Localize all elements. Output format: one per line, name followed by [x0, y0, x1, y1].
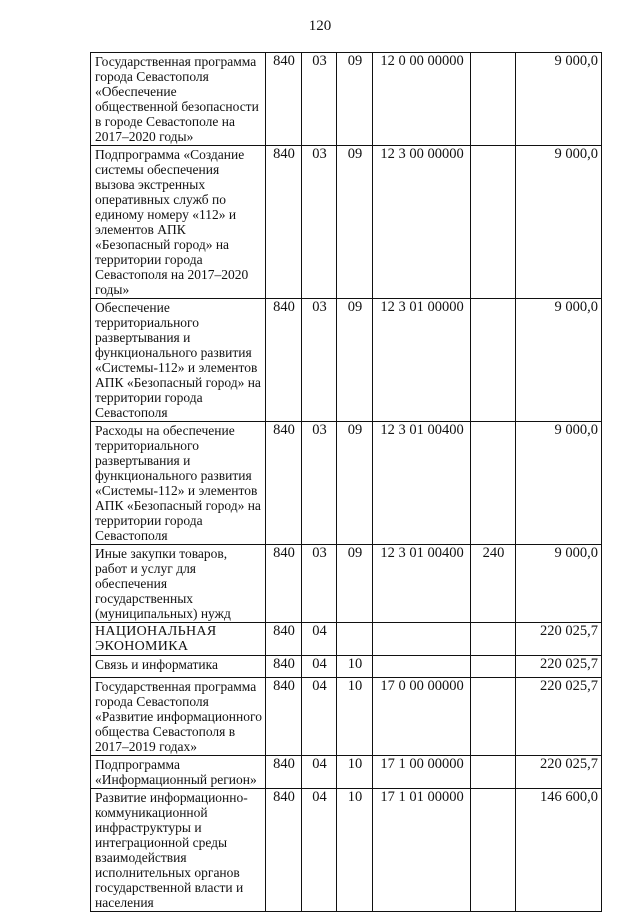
row-rz: 03: [302, 146, 337, 299]
row-name: Государственная программа города Севастополя «Обеспечение общественной безопасности в городе Севастополе на 2017–2020 годы»: [91, 53, 266, 146]
row-csr: 17 1 00 00000: [373, 756, 471, 789]
row-vr: [471, 623, 516, 656]
row-amount: 9 000,0: [516, 53, 602, 146]
row-pr: 10: [337, 756, 373, 789]
row-glv: 840: [266, 678, 302, 756]
row-name: Иные закупки товаров, работ и услуг для обеспечения государственных (муниципальных) нужд: [91, 545, 266, 623]
table-row: [91, 678, 602, 756]
row-vr: [471, 756, 516, 789]
row-name: Обеспечение территориального развертывания и функционального развития «Системы-112» и элементов АПК «Безопасный город» на территории города Севастополя: [91, 299, 266, 422]
row-vr: [471, 146, 516, 299]
row-csr: 12 3 00 00000: [373, 146, 471, 299]
row-glv: 840: [266, 756, 302, 789]
row-amount: 220 025,7: [516, 678, 602, 756]
row-name: НАЦИОНАЛЬНАЯ ЭКОНОМИКА: [91, 623, 266, 656]
row-csr: 17 1 01 00000: [373, 789, 471, 912]
row-rz: 04: [302, 789, 337, 912]
row-rz: 04: [302, 756, 337, 789]
row-amount: 9 000,0: [516, 422, 602, 545]
row-rz: 03: [302, 545, 337, 623]
table-row: [91, 422, 602, 545]
row-amount: 9 000,0: [516, 146, 602, 299]
table-row: [91, 545, 602, 623]
row-name: Связь и информатика: [91, 656, 266, 678]
row-name: Развитие информационно-коммуникационной инфраструктуры и интеграционной среды взаимодействия исполнительных органов государственной власти и населения: [91, 789, 266, 912]
row-csr: 12 0 00 00000: [373, 53, 471, 146]
row-glv: 840: [266, 299, 302, 422]
row-rz: 04: [302, 623, 337, 656]
row-amount: 9 000,0: [516, 299, 602, 422]
table-row: [91, 789, 602, 912]
table-row: [91, 146, 602, 299]
row-vr: [471, 422, 516, 545]
row-pr: [337, 623, 373, 656]
row-pr: 09: [337, 299, 373, 422]
row-rz: 04: [302, 656, 337, 678]
row-vr: [471, 656, 516, 678]
table-row: [91, 53, 602, 146]
row-glv: 840: [266, 623, 302, 656]
row-pr: 10: [337, 656, 373, 678]
row-name: Подпрограмма «Информационный регион»: [91, 756, 266, 789]
row-glv: 840: [266, 146, 302, 299]
row-pr: 09: [337, 545, 373, 623]
table-row: [91, 623, 602, 656]
row-vr: 240: [471, 545, 516, 623]
row-name: Государственная программа города Севастополя «Развитие информационного общества Севастополя в 2017–2019 годах»: [91, 678, 266, 756]
row-pr: 10: [337, 789, 373, 912]
row-csr: 12 3 01 00000: [373, 299, 471, 422]
row-vr: [471, 299, 516, 422]
row-amount: 220 025,7: [516, 656, 602, 678]
row-csr: 17 0 00 00000: [373, 678, 471, 756]
row-pr: 09: [337, 422, 373, 545]
page-number: 120: [308, 18, 332, 34]
row-vr: [471, 678, 516, 756]
row-amount: 9 000,0: [516, 545, 602, 623]
row-amount: 146 600,0: [516, 789, 602, 912]
row-pr: 10: [337, 678, 373, 756]
row-glv: 840: [266, 656, 302, 678]
row-csr: 12 3 01 00400: [373, 545, 471, 623]
row-amount: 220 025,7: [516, 623, 602, 656]
row-glv: 840: [266, 545, 302, 623]
row-rz: 03: [302, 53, 337, 146]
table-row: [91, 299, 602, 422]
row-csr: [373, 623, 471, 656]
row-amount: 220 025,7: [516, 756, 602, 789]
row-pr: 09: [337, 53, 373, 146]
budget-table: [90, 52, 602, 912]
row-vr: [471, 789, 516, 912]
row-pr: 09: [337, 146, 373, 299]
row-vr: [471, 53, 516, 146]
row-csr: 12 3 01 00400: [373, 422, 471, 545]
row-glv: 840: [266, 53, 302, 146]
row-rz: 03: [302, 422, 337, 545]
row-name: Расходы на обеспечение территориального развертывания и функционального развития «Системы-112» и элементов АПК «Безопасный город» на территории города Севастополя: [91, 422, 266, 545]
row-glv: 840: [266, 422, 302, 545]
row-rz: 03: [302, 299, 337, 422]
row-glv: 840: [266, 789, 302, 912]
table-row: [91, 656, 602, 678]
table-row: [91, 756, 602, 789]
row-name: Подпрограмма «Создание системы обеспечения вызова экстренных оперативных служб по единому номеру «112» и элементов АПК «Безопасный город» на территории города Севастополя на 2017–2020 годы»: [91, 146, 266, 299]
row-csr: [373, 656, 471, 678]
row-rz: 04: [302, 678, 337, 756]
